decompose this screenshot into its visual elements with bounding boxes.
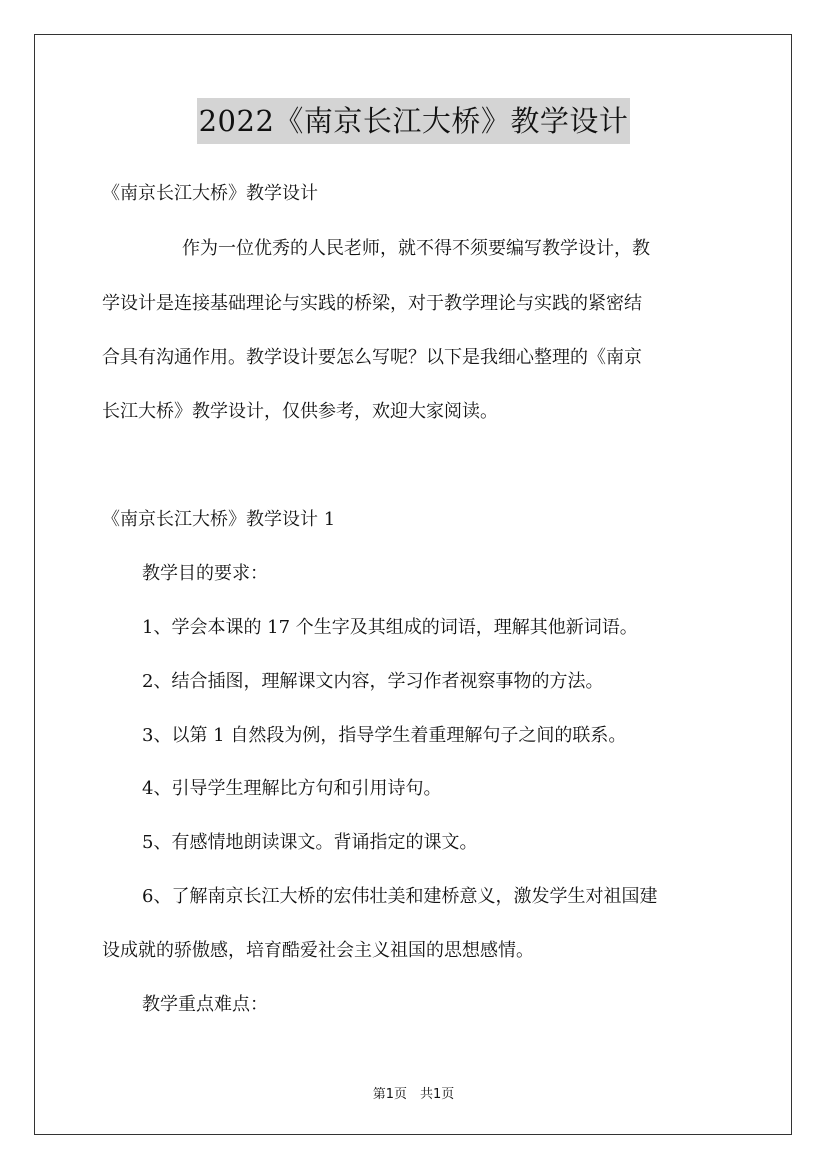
list-item: 5、有感情地朗读课文。背诵指定的课文。	[142, 832, 478, 853]
title-wrap	[0, 98, 827, 144]
document-title: 2022《南京长江大桥》教学设计	[197, 98, 631, 144]
list-item: 4、引导学生理解比方句和引用诗句。	[142, 778, 442, 799]
list-item: 3、以第 1 自然段为例，指导学生着重理解句子之间的联系。	[142, 725, 627, 746]
list-item: 6、了解南京长江大桥的宏伟壮美和建桥意义，激发学生对祖国建	[142, 886, 658, 907]
list-item: 2、结合插图，理解课文内容，学习作者视察事物的方法。	[142, 671, 604, 692]
paragraph-line: 合具有沟通作用。教学设计要怎么写呢？以下是我细心整理的《南京	[102, 347, 642, 368]
subsection-heading: 教学目的要求：	[142, 563, 268, 584]
list-item-continuation: 设成就的骄傲感，培育酷爱社会主义祖国的思想感情。	[102, 940, 534, 961]
paragraph-line: 作为一位优秀的人民老师，就不得不须要编写教学设计，教	[182, 238, 650, 259]
paragraph-line: 学设计是连接基础理论与实践的桥梁，对于教学理论与实践的紧密结	[102, 293, 642, 314]
paragraph-line: 长江大桥》教学设计，仅供参考，欢迎大家阅读。	[102, 401, 498, 422]
section-heading: 《南京长江大桥》教学设计 1	[102, 509, 336, 530]
page-footer: 第1页 共1页	[372, 1087, 455, 1102]
list-item: 1、学会本课的 17 个生字及其组成的词语，理解其他新词语。	[142, 617, 638, 638]
intro-heading: 《南京长江大桥》教学设计	[102, 183, 318, 204]
subsection-heading: 教学重点难点：	[142, 994, 268, 1015]
